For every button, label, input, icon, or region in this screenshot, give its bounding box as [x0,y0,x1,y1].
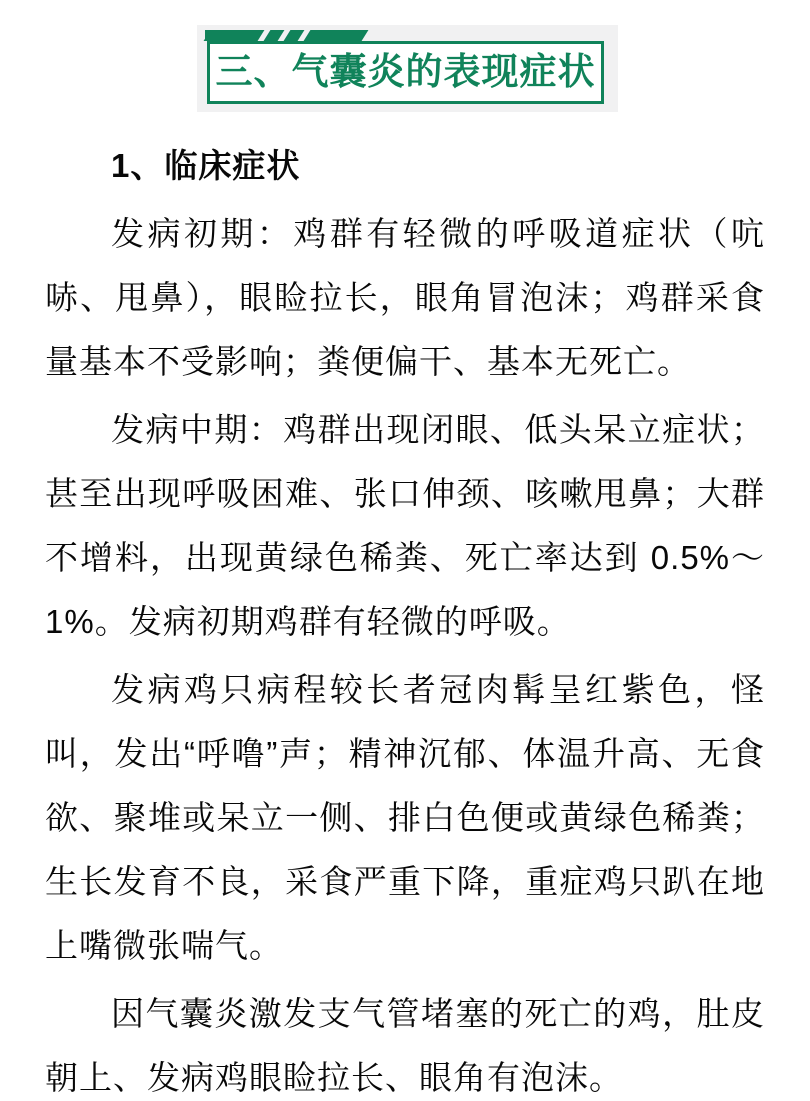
text-line: 上嘴微张喘气。 [45,927,283,964]
paragraph [45,398,765,654]
deco-bar-1 [204,30,265,41]
paragraph [45,202,765,394]
subsection-heading: 1、临床症状 [111,147,301,184]
text-line: 1%。发病初期鸡群有轻微的呼吸。 [45,603,571,640]
text-line: 哧、甩鼻），眼睑拉长，眼角冒泡沫；鸡群采食 [45,279,765,316]
paragraph [45,982,765,1101]
body-paragraphs [45,202,765,1101]
deco-slash-2 [284,30,305,41]
text-line: 发病初期：鸡群有轻微的呼吸道症状（吭 [111,215,765,252]
text-line: 量基本不受影响；粪便偏干、基本无死亡。 [45,343,691,380]
section-title: 三、气囊炎的表现症状 [215,51,596,92]
paragraph [45,658,765,978]
title-box [207,41,604,104]
text-line: 生长发育不良，采食严重下降，重症鸡只趴在地 [45,863,765,900]
text-line: 欲、聚堆或呆立一侧、排白色便或黄绿色稀粪； [45,799,765,836]
deco-slash-1 [264,30,285,41]
text-line: 发病鸡只病程较长者冠肉髯呈红紫色，怪 [111,671,765,708]
article-body [45,134,765,1101]
text-line: 不增料，出现黄绿色稀粪、死亡率达到 0.5%～ [45,539,765,576]
deco-bar-start [205,30,219,41]
text-line: 叫，发出“呼噜”声；精神沉郁、体温升高、无食 [45,735,765,772]
text-line: 因气囊炎激发支气管堵塞的死亡的鸡，肚皮 [111,995,765,1032]
text-line: 朝上、发病鸡眼睑拉长、眼角有泡沫。 [45,1059,623,1096]
text-line: 发病中期：鸡群出现闭眼、低头呆立症状； [111,411,765,448]
text-line: 甚至出现呼吸困难、张口伸颈、咳嗽甩鼻；大群 [45,475,765,512]
decorative-slashes-icon [205,30,375,41]
title-banner [197,25,618,112]
deco-bar-2 [304,30,369,41]
